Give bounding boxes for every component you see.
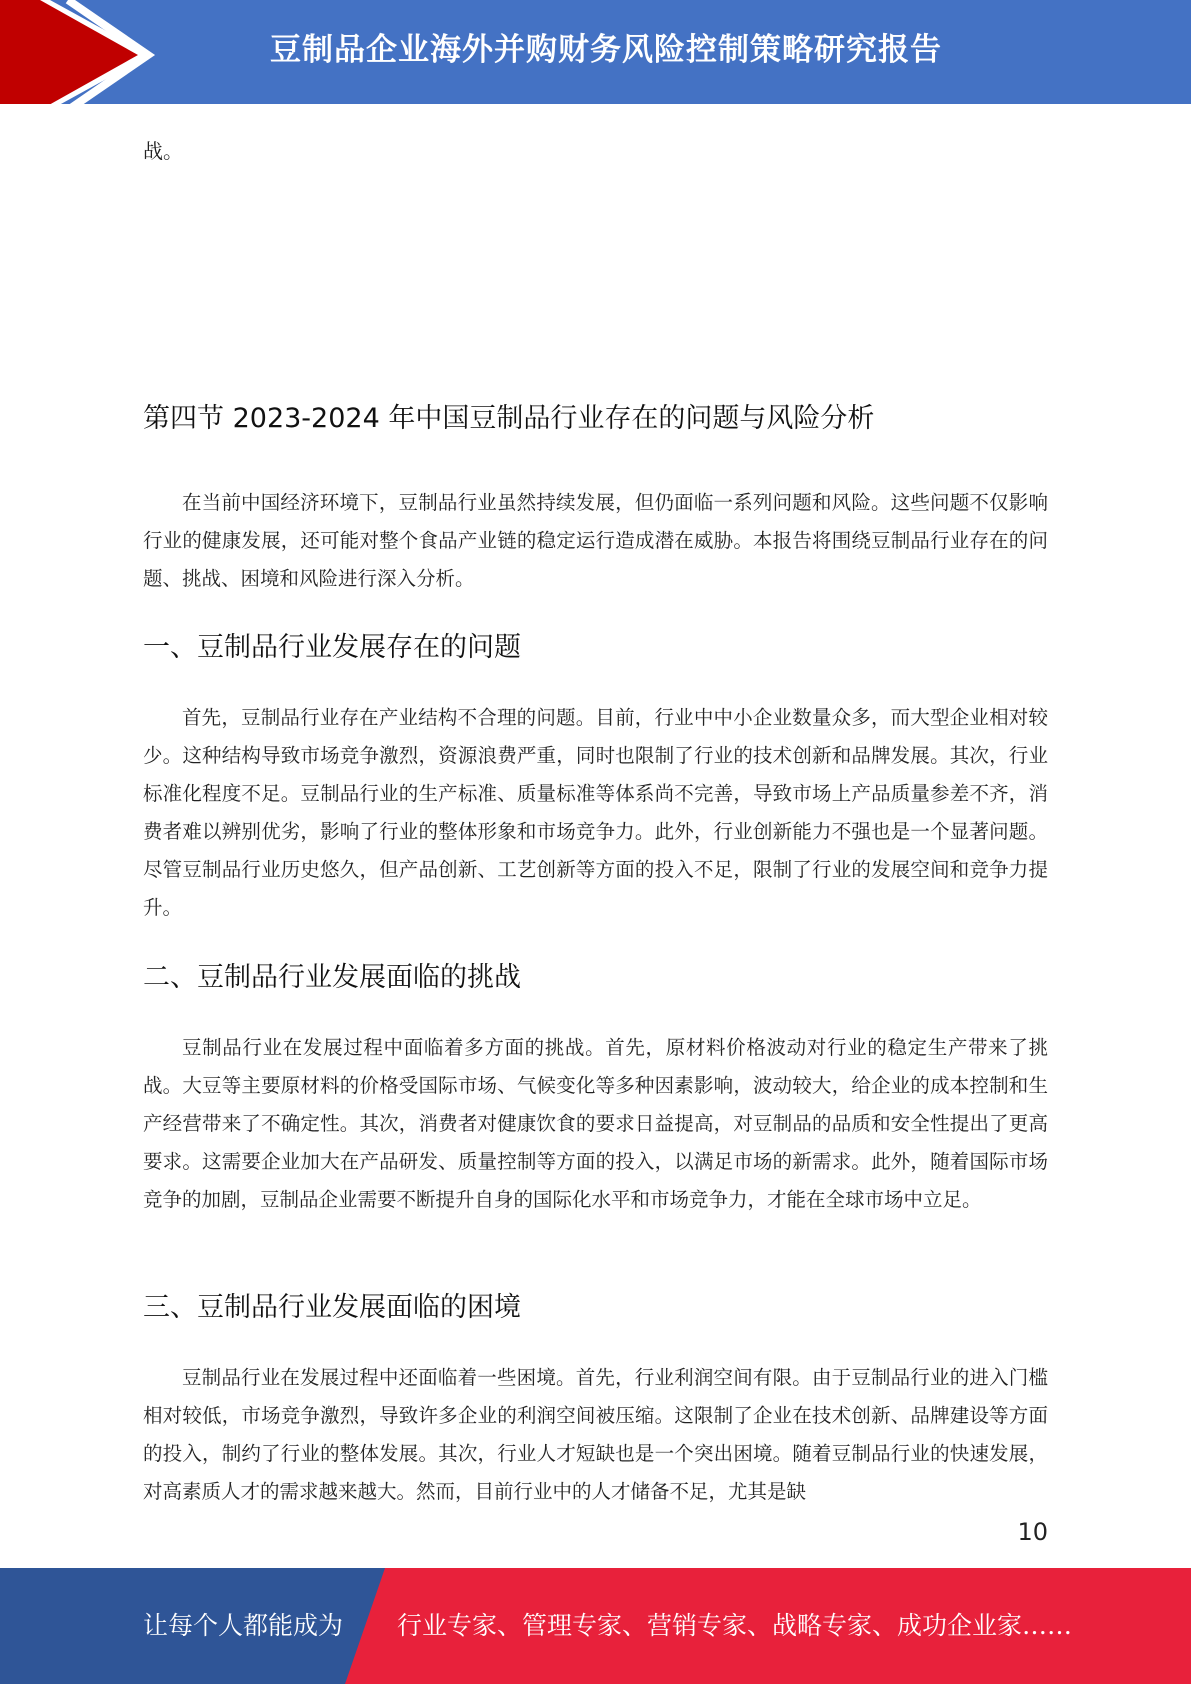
section-title: 第四节 2023-2024 年中国豆制品行业存在的问题与风险分析 xyxy=(143,403,875,434)
subsection-problems xyxy=(143,625,1048,664)
page-number: 10 xyxy=(1017,1518,1048,1546)
subsection-paragraph: 豆制品行业在发展过程中面临着多方面的挑战。首先，原材料价格波动对行业的稳定生产带来了挑战。大豆等主要原材料的价格受国际市场、气候变化等多种因素影响，波动较大，给企业的成本控制和生产经营带来了不确定性。其次，消费者对健康饮食的要求日益提高，对豆制品的品质和安全性提出了更高要求。这需要企业加大在产品研发、质量控制等方面的投入，以满足市场的新需求。此外，随着国际市场竞争的加剧，豆制品企业需要不断提升自身的国际化水平和市场竞争力，才能在全球市场中立足。 xyxy=(143,1036,1048,1211)
footer-slogan-right: 行业专家、管理专家、营销专家、战略专家、成功企业家…… xyxy=(397,1611,1073,1640)
subsection-challenges-body xyxy=(143,1029,1048,1219)
subsection-challenges xyxy=(143,955,1048,994)
subsection-difficulties-body xyxy=(143,1359,1048,1511)
chevron-arrow-icon xyxy=(0,0,160,110)
section-intro xyxy=(143,484,1048,598)
carryover-text: 战。 xyxy=(143,139,183,163)
document-body xyxy=(143,120,1048,1503)
page-footer xyxy=(0,1568,1191,1684)
subsection-difficulties xyxy=(143,1285,1048,1324)
subsection-heading: 一、豆制品行业发展存在的问题 xyxy=(143,632,521,663)
header-title: 豆制品企业海外并购财务风险控制策略研究报告 xyxy=(270,32,942,68)
subsection-paragraph: 豆制品行业在发展过程中还面临着一些困境。首先，行业利润空间有限。由于豆制品行业的进入门槛相对较低，市场竞争激烈，导致许多企业的利润空间被压缩。这限制了企业在技术创新、品牌建设等方面的投入，制约了行业的整体发展。其次，行业人才短缺也是一个突出困境。随着豆制品行业的快速发展，对高素质人才的需求越来越大。然而，目前行业中的人才储备不足，尤其是缺 xyxy=(143,1366,1048,1503)
subsection-heading: 二、豆制品行业发展面临的挑战 xyxy=(143,962,521,993)
subsection-paragraph: 首先，豆制品行业存在产业结构不合理的问题。目前，行业中中小企业数量众多，而大型企业相对较少。这种结构导致市场竞争激烈，资源浪费严重，同时也限制了行业的技术创新和品牌发展。其次，行业标准化程度不足。豆制品行业的生产标准、质量标准等体系尚不完善，导致市场上产品质量参差不齐，消费者难以辨别优劣，影响了行业的整体形象和市场竞争力。此外，行业创新能力不强也是一个显著问题。尽管豆制品行业历史悠久，但产品创新、工艺创新等方面的投入不足，限制了行业的发展空间和竞争力提升。 xyxy=(143,706,1048,919)
footer-slogan-left: 让每个人都能成为 xyxy=(143,1611,344,1640)
subsection-heading: 三、豆制品行业发展面临的困境 xyxy=(143,1292,521,1323)
intro-paragraph: 在当前中国经济环境下，豆制品行业虽然持续发展，但仍面临一系列问题和风险。这些问题不仅影响行业的健康发展，还可能对整个食品产业链的稳定运行造成潜在威胁。本报告将围绕豆制品行业存在的问题、挑战、困境和风险进行深入分析。 xyxy=(143,491,1048,590)
subsection-problems-body xyxy=(143,699,1048,927)
page-header xyxy=(0,0,1191,110)
